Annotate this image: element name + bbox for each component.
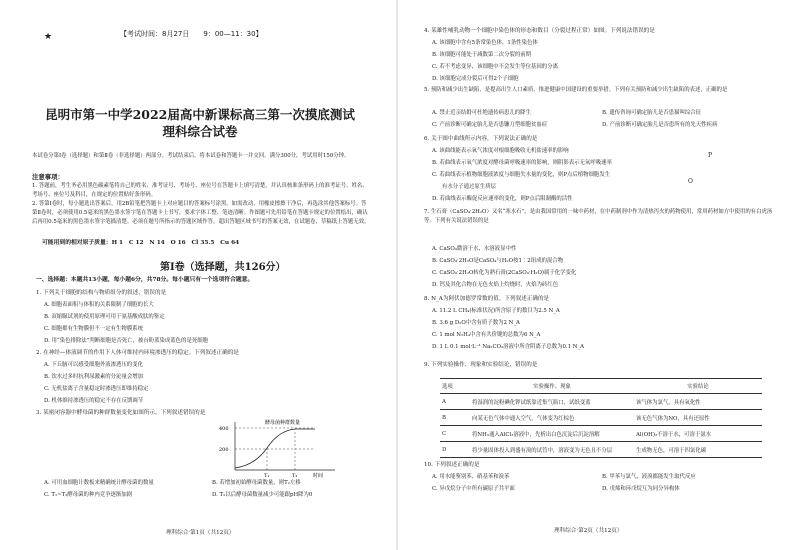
q9-stem: 9. 下列实验操作、现象和实验结论，错误的是 [424, 362, 538, 368]
q6-graph-p-label: P [708, 152, 713, 159]
q8-stem: 8. N_A为阿伏加德罗常数的值。下列叙述正确的是 [424, 296, 550, 302]
row-c-operation: 将NH₃通入AlCl₃溶液中，先析出白色沉淀后沉淀溶解 [470, 426, 634, 442]
table-row [440, 442, 762, 458]
q2-option-c: C. 无机盐离子含量稳定时渗透压即维持稳定 [44, 386, 149, 392]
col-header-conclusion: 实验结论 [634, 379, 762, 394]
section-title: 第Ⅰ卷（选择题，共126分） [160, 262, 286, 273]
q2-option-a: A. 下丘脑可以感受细胞外液渗透压的变化 [44, 362, 143, 368]
q4-stem: 4. 某雄性哺乳动物一个细胞中染色体的形态和数目（分裂过程正常）如图。下列说法错误的是 [424, 28, 655, 34]
q3-option-a: A. 可用血细胞计数板来精确统计酵母菌的数量 [44, 480, 154, 486]
q6-graph-origin-label: O [688, 178, 693, 185]
table-row [440, 410, 762, 426]
col-header-option: 选项 [440, 379, 470, 394]
row-c-option: C [440, 426, 470, 442]
q5-option-d: D. 产前诊断可确定胎儿是否患所有的先天性疾病 [602, 122, 718, 128]
q1-option-d: D. 用“染色排除法”判断细胞是否死亡，被台盼蓝染成蓝色的是死细胞 [44, 338, 209, 344]
row-d-conclusion: 生成物无色，可溶于四氯化碳 [634, 442, 762, 458]
table-row [440, 394, 762, 410]
q3-option-c: C. T₁~T₂酵母菌的种内竞争逐渐加剧 [44, 492, 133, 498]
q6-option-c-continued: 有水分子通过原生质层 [442, 184, 496, 190]
q8-option-c: C. 1 mol N₂H₄中含有共价键的总数为6 N_A [432, 332, 541, 338]
q1-option-a: A. 细胞表面积与体积的关系限制了细胞的长大 [44, 302, 154, 308]
x-tick-t2: T₂ [292, 473, 298, 478]
note-1: 1. 答题前，考生务必用黑色碳素笔将自己的姓名、准考证号、考场号、座位号在答题卡上填写清楚，并认真核准条形码上的准考证号、姓名、考场号、座位号及科目，在规定的位置贴好条形码。 [32, 183, 368, 198]
q10-option-c: C. 异戊烷分子中所有碳原子共平面 [432, 486, 515, 492]
exam-title: 昆明市第一中学2022届高中新课标高三第一次摸底测试 [45, 107, 355, 122]
row-a-operation: 将湿润的淀粉碘化钾试纸靠近集气瓶口，试纸变蓝 [470, 394, 634, 410]
q2-option-b: B. 饮水过多时抗利尿激素的分泌量会增加 [44, 374, 144, 380]
population-curve [235, 429, 315, 468]
q1-option-c: C. 细胞都有生物膜但不一定有生物膜系统 [44, 326, 144, 332]
q5-option-b: B. 遗传咨询可确定胎儿是否患猫叫综合征 [602, 110, 702, 116]
q10-option-d: D. 戊烯和环戊烷互为同分异构体 [602, 486, 680, 492]
q8-option-a: A. 11.2 L CH₄(标准状况)所含原子的数目为2.5 N_A [432, 308, 560, 314]
section-note: 一、选择题：本题共13小题，每小题6分，共78分。每小题只有一个选项符合题意。 [36, 277, 254, 283]
q7-option-d: D. 钙及其化合物在无色火焰上灼烧时，火焰为砖红色 [432, 282, 559, 288]
q5-stem: 5. 预防和减少出生缺陷，是提高出生人口素质、推进健康中国建设的重要举措。下列有关预防和减少出生缺陷的表述，正确的是 [424, 87, 728, 93]
q3-option-d: D. T₂以后酵母菌数量减少可能跟pH降为0 [212, 492, 313, 498]
q8-option-d: D. 1 L 0.1 mol·L⁻¹ Na₂CO₃溶液中所含阴离子总数为0.1 N_A [432, 344, 585, 350]
q4-option-b: B. 该细胞可能处于减数第二次分裂的前期 [432, 52, 532, 58]
q1-stem: 1. 下列关于细胞的结构与物质组分的叙述，错误的是 [36, 290, 167, 296]
atomic-masses: 可能用到的相对原子质量：H 1 C 12 N 14 O 16 Cl 35.5 Cu 64 [42, 240, 240, 246]
col-header-operation: 实验操作、现象 [470, 379, 634, 394]
y-tick-200: 200 [219, 447, 229, 453]
q7-option-a: A. CaSO₄微溶于水，水溶液显中性 [432, 246, 517, 252]
row-a-conclusion: 该气体为氯气，具有氧化性 [634, 394, 762, 410]
exam-time: 【考试时间：8月27日 9：00—11：30】 [120, 30, 263, 38]
q5-option-a: A. 禁止近亲结婚可杜绝遗传病患儿的降生 [432, 110, 531, 116]
q6-option-a: A. 该曲线能表示氧气浓度对根细胞吸收无机盐速率的影响 [432, 148, 569, 154]
row-b-operation: 向某无色气体中通入空气，气体变为红棕色 [470, 410, 634, 426]
row-b-conclusion: 该无色气体为NO，具有还原性 [634, 410, 762, 426]
page-left [0, 0, 396, 550]
q1-option-b: B. 双缩脲试剂的使用原理可用于氨基酸成肽的鉴定 [44, 314, 165, 320]
row-b-option: B [440, 410, 470, 426]
q9-table [440, 378, 762, 458]
q8-option-b: B. 3.6 g D₂O中含有质子数为2 N_A [432, 320, 520, 326]
q4-option-a: A. 该细胞中含有5条常染色体，1条性染色体 [432, 40, 538, 46]
row-d-option: D [440, 442, 470, 458]
notes-heading: 注意事项： [32, 173, 64, 181]
q2-option-d: D. 机体维持渗透压的稳定不存在反馈调节 [44, 398, 144, 404]
x-tick-t1: T₁ [264, 473, 270, 478]
row-a-option: A [440, 394, 470, 410]
q6-option-c: C. 若曲线表示植物细胞液浓度与细胞失水量的变化，则P点后植物细胞发生 [432, 172, 611, 178]
q2-stem: 2. 在神经—体液调节的作用下人体可维持内环境渗透压的稳定。下列叙述正确的是 [36, 350, 239, 356]
page-footer-right: 理科综合·第2页（共12页） [554, 528, 623, 534]
q6-stem: 6. 关于图中曲线所示内容，下列说法正确的是 [424, 136, 538, 142]
page-footer-left: 理科综合·第1页（共12页） [166, 530, 235, 536]
row-c-conclusion: Al(OH)₃不溶于水，可溶于氨水 [634, 426, 762, 442]
q4-option-c: C. 若不考虑变异，该细胞中不会发生等位基因的分离 [432, 64, 558, 70]
q7-option-c: C. CaSO₄·2H₂O转化为熟石膏(2CaSO₄·H₂O)属于化学变化 [432, 270, 577, 276]
q10-option-b: B. 甲苯与氯气、液溴都能发生取代反应 [602, 474, 696, 480]
q3-stem: 3. 某密闭容器中酵母菌的种群数量变化如图所示。下列叙述错误的是 [36, 410, 206, 416]
page-right [398, 0, 794, 550]
q6-option-b: B. 若曲线表示氧气浓度对酵母菌呼吸速率的影响，则阴影表示无氧呼吸速率 [432, 160, 612, 166]
q4-option-d: D. 该细胞完成分裂后可得2个子细胞 [432, 76, 519, 82]
q10-option-a: A. 用水能鉴别苯、硝基苯和溴苯 [432, 474, 510, 480]
q5-option-c: C. 产前诊断可确定胎儿是否患镰刀型细胞贫血症 [432, 122, 548, 128]
population-chart [205, 418, 345, 478]
q10-stem: 10. 下列叙述正确的是 [424, 462, 480, 468]
q6-option-d: D. 若曲线表示酶促反应速率的变化，则P点后限制酶的活性 [432, 196, 573, 202]
x-axis-label: 时间 [313, 473, 324, 478]
q7-stem: 7. 生石膏（CaSO₄·2H₂O）又名“寒水石”，是由我国常用的一味中药材，在中药制剂中作为清热泻火的药物使用，常用药材如方中使用的有白虎汤等。下列有关说法错误的是 [424, 209, 773, 224]
y-tick-400: 400 [219, 426, 229, 432]
exam-subtitle: 理科综合试卷 [162, 124, 238, 139]
table-header-row [440, 379, 762, 394]
row-d-operation: 将少量固体投入到盛有溴的试管中，溶液变为无色且不分层 [470, 442, 634, 458]
population-chart-svg [205, 418, 345, 478]
q7-option-b: B. CaSO₄·2H₂O是CaSO₄与H₂O按1∶2组成的混合物 [432, 258, 564, 264]
chart-title: 酵母菌种群数量 [265, 420, 301, 426]
note-2: 2. 答第Ⅰ卷时，每小题选出答案后，用2B铅笔把答题卡上对应题目的答案标号涂黑。如需改动，用橡皮擦擦干净后，再选涂其他答案标号。答第Ⅱ卷时，必须使用0.5毫米的黑色墨水签字笔在答题卡上书写，要求字体工整、笔迹清晰。作图题可先用铅笔在答题卡规定的位置绘出，确认后再用0.5毫米的黑色墨水签字笔描清楚。必须在题号所指示的答题区域作答，超出答题区域书写的答案无效，在试题卷、草稿纸上答题无效。 [32, 201, 370, 225]
table-row [440, 426, 762, 442]
star-mark: ★ [44, 32, 53, 42]
q3-option-b: B. 若增加初始酵母菌数量，则T₂左移 [212, 480, 301, 486]
intro-text: 本试卷分第Ⅰ卷（选择题）和第Ⅱ卷（非选择题）两部分。考试结束后，将本试卷和答题卡一并交回。满分300分，考试用时150分钟。 [32, 153, 350, 159]
